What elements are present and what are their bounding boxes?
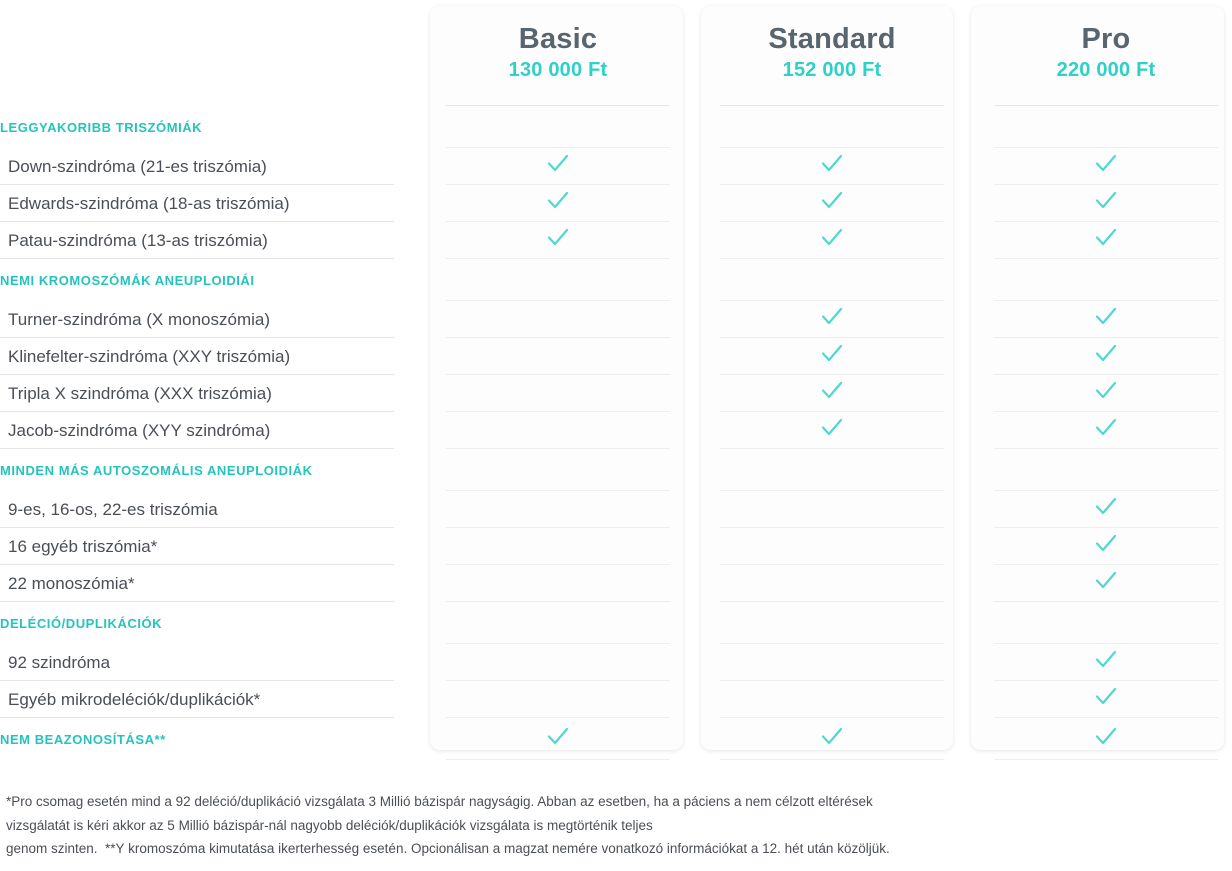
table-row bbox=[0, 528, 1232, 565]
table-row bbox=[0, 412, 1232, 449]
check-icon bbox=[1093, 151, 1119, 177]
card-gap bbox=[960, 644, 978, 681]
availability-cell bbox=[430, 681, 686, 718]
row-label: Egyéb mikrodeléciók/duplikációk* bbox=[8, 689, 261, 709]
card-gap bbox=[686, 602, 704, 644]
card-gap bbox=[960, 185, 978, 222]
section-title: DELÉCIÓ/DUPLIKÁCIÓK bbox=[0, 615, 163, 631]
check-icon bbox=[819, 415, 845, 441]
availability-cell bbox=[430, 148, 686, 185]
plan-price: 152 000 Ft bbox=[782, 59, 882, 82]
availability-cell bbox=[430, 565, 686, 602]
availability-cell bbox=[430, 222, 686, 259]
availability-cell bbox=[978, 491, 1232, 528]
availability-cell bbox=[430, 106, 686, 148]
footnote-line-2: vizsgálatát is kéri akkor az 5 Millió bázispár-nál nagyobb deléciók/duplikációk vizsgálata is megtörténik teljes bbox=[6, 817, 653, 833]
card-gap bbox=[960, 412, 978, 449]
availability-cell bbox=[430, 259, 686, 301]
card-gap bbox=[686, 222, 704, 259]
section-title: MINDEN MÁS AUTOSZOMÁLIS ANEUPLOIDIÁK bbox=[0, 462, 313, 478]
row-label-cell bbox=[0, 375, 430, 412]
plans-header-row bbox=[0, 0, 1232, 106]
check-icon bbox=[545, 724, 571, 750]
row-label: 22 monoszómia* bbox=[8, 573, 135, 593]
availability-cell bbox=[978, 338, 1232, 375]
availability-cell bbox=[704, 185, 960, 222]
check-icon bbox=[819, 378, 845, 404]
availability-cell bbox=[978, 148, 1232, 185]
table-row bbox=[0, 301, 1232, 338]
section-row bbox=[0, 718, 1232, 760]
table-row bbox=[0, 491, 1232, 528]
availability-cell bbox=[978, 602, 1232, 644]
check-icon bbox=[819, 724, 845, 750]
check-icon bbox=[545, 188, 571, 214]
row-label: 92 szindróma bbox=[8, 652, 111, 672]
check-icon bbox=[1093, 188, 1119, 214]
card-gap bbox=[960, 681, 978, 718]
footnote bbox=[6, 790, 1106, 861]
row-label-cell bbox=[0, 185, 430, 222]
card-gap bbox=[960, 602, 978, 644]
card-gap bbox=[686, 528, 704, 565]
availability-cell bbox=[704, 259, 960, 301]
section-row bbox=[0, 106, 1232, 148]
availability-cell bbox=[704, 449, 960, 491]
check-icon bbox=[819, 304, 845, 330]
table-row bbox=[0, 185, 1232, 222]
table-row bbox=[0, 565, 1232, 602]
availability-cell bbox=[704, 222, 960, 259]
card-gap bbox=[960, 718, 978, 760]
cell-rule bbox=[720, 759, 944, 760]
availability-cell bbox=[430, 185, 686, 222]
card-gap bbox=[960, 301, 978, 338]
availability-cell bbox=[978, 644, 1232, 681]
availability-cell bbox=[704, 644, 960, 681]
availability-cell bbox=[430, 644, 686, 681]
card-gap bbox=[686, 412, 704, 449]
card-gap bbox=[960, 565, 978, 602]
check-icon bbox=[1093, 341, 1119, 367]
availability-cell bbox=[704, 375, 960, 412]
availability-cell bbox=[978, 528, 1232, 565]
section-row bbox=[0, 259, 1232, 301]
card-gap bbox=[686, 0, 704, 106]
availability-cell bbox=[978, 185, 1232, 222]
card-gap bbox=[686, 565, 704, 602]
row-label-cell bbox=[0, 491, 430, 528]
table-row bbox=[0, 338, 1232, 375]
availability-cell bbox=[704, 718, 960, 760]
card-gap bbox=[960, 528, 978, 565]
check-icon bbox=[1093, 684, 1119, 710]
plan-name: Pro bbox=[1081, 22, 1131, 55]
check-icon bbox=[1093, 304, 1119, 330]
section-row bbox=[0, 449, 1232, 491]
row-label: Patau-szindróma (13-as triszómia) bbox=[8, 230, 268, 250]
row-label-cell bbox=[0, 222, 430, 259]
row-label-cell bbox=[0, 681, 430, 718]
section-row bbox=[0, 602, 1232, 644]
card-gap bbox=[960, 491, 978, 528]
card-gap bbox=[686, 301, 704, 338]
section-title: NEMI KROMOSZÓMÁK ANEUPLOIDIÁI bbox=[0, 272, 255, 288]
availability-cell bbox=[978, 106, 1232, 148]
availability-cell bbox=[704, 681, 960, 718]
check-icon bbox=[1093, 494, 1119, 520]
availability-cell bbox=[978, 449, 1232, 491]
row-label: 16 egyéb triszómia* bbox=[8, 536, 158, 556]
footnote-line-1: *Pro csomag esetén mind a 92 deléció/duplikáció vizsgálata 3 Millió bázispár nagyságig. Abban az esetben, ha a páciens a nem célzott eltérések bbox=[6, 794, 873, 809]
check-icon bbox=[1093, 724, 1119, 750]
row-label: Edwards-szindróma (18-as triszómia) bbox=[8, 193, 290, 213]
card-gap bbox=[686, 338, 704, 375]
check-icon bbox=[819, 225, 845, 251]
row-label-cell bbox=[0, 338, 430, 375]
card-gap bbox=[960, 106, 978, 148]
availability-cell bbox=[704, 602, 960, 644]
card-gap bbox=[686, 644, 704, 681]
row-label-cell bbox=[0, 528, 430, 565]
card-gap bbox=[960, 259, 978, 301]
header-spacer bbox=[0, 0, 430, 106]
row-label-cell bbox=[0, 412, 430, 449]
card-gap bbox=[686, 491, 704, 528]
plan-header-standard[interactable] bbox=[704, 0, 960, 106]
availability-cell bbox=[430, 718, 686, 760]
availability-cell bbox=[704, 528, 960, 565]
section-title: NEM BEAZONOSÍTÁSA** bbox=[0, 731, 166, 747]
plan-name: Basic bbox=[518, 22, 598, 55]
table-row bbox=[0, 222, 1232, 259]
plan-header-pro[interactable] bbox=[978, 0, 1232, 106]
cell-rule bbox=[446, 759, 670, 760]
card-gap bbox=[960, 222, 978, 259]
availability-cell bbox=[704, 338, 960, 375]
card-gap bbox=[686, 718, 704, 760]
check-icon bbox=[819, 151, 845, 177]
availability-cell bbox=[430, 602, 686, 644]
check-icon bbox=[545, 225, 571, 251]
cell-rule bbox=[994, 759, 1218, 760]
row-label: Jacob-szindróma (XYY szindróma) bbox=[8, 420, 271, 440]
availability-cell bbox=[978, 375, 1232, 412]
availability-cell bbox=[978, 222, 1232, 259]
availability-cell bbox=[430, 301, 686, 338]
row-label: 9-es, 16-os, 22-es triszómia bbox=[8, 499, 218, 519]
check-icon bbox=[1093, 531, 1119, 557]
card-gap bbox=[960, 338, 978, 375]
availability-cell bbox=[704, 106, 960, 148]
plan-price: 130 000 Ft bbox=[508, 59, 608, 82]
availability-cell bbox=[430, 412, 686, 449]
availability-cell bbox=[704, 148, 960, 185]
check-icon bbox=[819, 188, 845, 214]
row-label-cell bbox=[0, 565, 430, 602]
card-gap bbox=[686, 148, 704, 185]
availability-cell bbox=[704, 301, 960, 338]
plan-price: 220 000 Ft bbox=[1056, 59, 1156, 82]
availability-cell bbox=[978, 412, 1232, 449]
check-icon bbox=[1093, 378, 1119, 404]
availability-cell bbox=[978, 718, 1232, 760]
table-row bbox=[0, 644, 1232, 681]
availability-cell bbox=[978, 565, 1232, 602]
availability-cell bbox=[430, 449, 686, 491]
card-gap bbox=[686, 185, 704, 222]
check-icon bbox=[819, 341, 845, 367]
card-gap bbox=[686, 106, 704, 148]
availability-cell bbox=[978, 681, 1232, 718]
check-icon bbox=[545, 151, 571, 177]
table-row bbox=[0, 148, 1232, 185]
plan-header-basic[interactable] bbox=[430, 0, 686, 106]
card-gap bbox=[686, 259, 704, 301]
row-label: Klinefelter-szindróma (XXY triszómia) bbox=[8, 346, 291, 366]
availability-cell bbox=[704, 565, 960, 602]
card-gap bbox=[960, 0, 978, 106]
plan-name: Standard bbox=[768, 22, 896, 55]
section-title: LEGGYAKORIBB TRISZÓMIÁK bbox=[0, 119, 203, 135]
availability-cell bbox=[430, 375, 686, 412]
row-label: Turner-szindróma (X monoszómia) bbox=[8, 309, 270, 329]
row-label: Down-szindróma (21-es triszómia) bbox=[8, 156, 267, 176]
card-gap bbox=[686, 449, 704, 491]
footnote-line-3: genom szinten. **Y kromoszóma kimutatása ikerterhesség esetén. Opcionálisan a magzat nemére vonatkozó információkat a 12. hét után közöljük. bbox=[6, 841, 890, 857]
row-label-cell bbox=[0, 148, 430, 185]
availability-cell bbox=[430, 338, 686, 375]
check-icon bbox=[1093, 415, 1119, 441]
availability-cell bbox=[704, 491, 960, 528]
card-gap bbox=[686, 375, 704, 412]
row-label-cell bbox=[0, 644, 430, 681]
availability-cell bbox=[430, 528, 686, 565]
check-icon bbox=[1093, 647, 1119, 673]
card-gap bbox=[960, 449, 978, 491]
table-row bbox=[0, 375, 1232, 412]
availability-cell bbox=[430, 491, 686, 528]
card-gap bbox=[960, 148, 978, 185]
availability-cell bbox=[704, 412, 960, 449]
availability-cell bbox=[978, 259, 1232, 301]
row-label-cell bbox=[0, 301, 430, 338]
card-gap bbox=[960, 375, 978, 412]
availability-cell bbox=[978, 301, 1232, 338]
table-row bbox=[0, 681, 1232, 718]
row-label: Tripla X szindróma (XXX triszómia) bbox=[8, 383, 272, 403]
check-icon bbox=[1093, 568, 1119, 594]
card-gap bbox=[686, 681, 704, 718]
check-icon bbox=[1093, 225, 1119, 251]
